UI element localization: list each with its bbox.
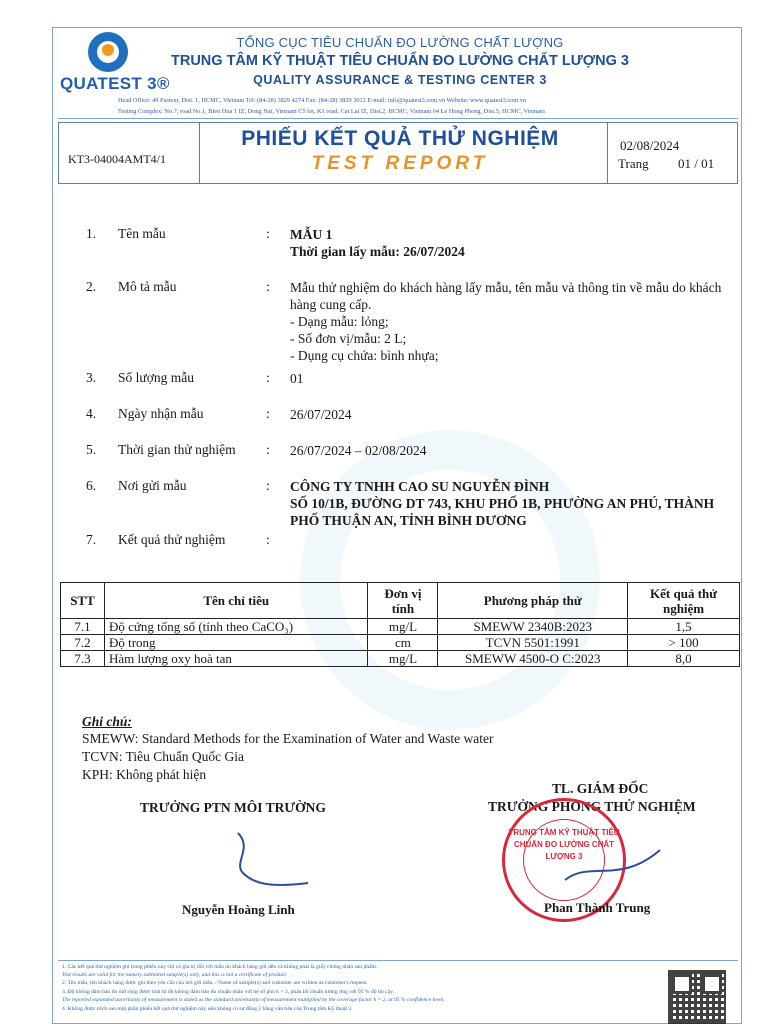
row-label: Ngày nhận mẫu (118, 406, 204, 421)
document-code: KT3-04004AMT4/1 (68, 152, 166, 166)
cell-method: SMEWW 2340B:2023 (438, 619, 628, 635)
footer-note-3: 3. Độ không đảm bảo đo mở rộng được tính từ độ không đảm bảo đo chuẩn nhân với hệ số phủ k = 2, phân bố chuẩn tương ứng với 95 % độ tin cậy. (62, 989, 395, 995)
cell-name: Độ trong (104, 635, 368, 651)
header-line-2: TRUNG TÂM KỸ THUẬT TIÊU CHUẨN ĐO LƯỜNG CHẤT LƯỢNG 3 (171, 53, 629, 69)
right-signer-title-1: TL. GIÁM ĐỐC (552, 781, 649, 796)
note-smeww: SMEWW: Standard Methods for the Examination of Water and Waste water (82, 731, 494, 746)
description-text: Mẫu thử nghiệm do khách hàng lấy mẫu, tên mẫu và thông tin về mẫu do khách hàng cung cấp. (290, 280, 722, 312)
row-colon: : (266, 406, 270, 421)
header-divider (58, 118, 738, 119)
row-value: 26/07/2024 (290, 407, 352, 422)
description-container: - Dụng cụ chứa: bình nhựa; (290, 348, 439, 363)
table-row (61, 635, 740, 651)
row-number: 6. (86, 478, 97, 493)
table-row (61, 651, 740, 667)
right-signer-title-2: TRƯỞNG PHÒNG THỬ NGHIỆM (488, 799, 696, 814)
header-address-office: Head Office: 49 Pasteur, Dist. 1, HCMC, Vietnam Tel: (84-28) 3829 4274 Fax: (84-28) 3829 3012 E-mail: info@quatest3.com.vn Website: www.quatest3.com.vn (118, 97, 527, 104)
qr-code-icon (668, 970, 726, 1024)
page-label: Trang (618, 156, 649, 171)
title-divider-right (607, 123, 608, 183)
cell-method: SMEWW 4500-O C:2023 (438, 651, 628, 667)
seal-text: TRUNG TÂM KỸ THUẬT TIÊU CHUẨN ĐO LƯỜNG CHẤT LƯỢNG 3 (508, 828, 620, 861)
footer-note-2: 2. Tên mẫu, tên khách hàng được ghi theo yêu cầu của nơi gửi mẫu. / Name of sample(s) and customer are written as customer's request. (62, 980, 368, 986)
row-number: 2. (86, 279, 97, 294)
logo-dot-icon (102, 44, 114, 56)
cell-result: 8,0 (628, 651, 740, 667)
row-value: 01 (290, 371, 304, 386)
description-units: - Số đơn vị/mẫu: 2 L; (290, 331, 407, 346)
row-value: 26/07/2024 – 02/08/2024 (290, 443, 427, 458)
row-label: Thời gian thử nghiệm (118, 442, 236, 457)
row-colon: : (266, 226, 270, 241)
description-form: - Dạng mẫu: lỏng; (290, 314, 389, 329)
row-number: 3. (86, 370, 97, 385)
right-signer-name: Phan Thành Trung (544, 900, 651, 915)
sampling-time: Thời gian lấy mẫu: 26/07/2024 (290, 244, 465, 259)
title-divider-left (199, 123, 200, 183)
row-number: 7. (86, 532, 97, 547)
report-title-vi: PHIẾU KẾT QUẢ THỬ NGHIỆM (241, 127, 559, 150)
row-value (290, 279, 730, 364)
cell-name: Hàm lượng oxy hoà tan (104, 651, 368, 667)
cell-result: 1,5 (628, 619, 740, 635)
header-result: Kết quả thử nghiệm (628, 583, 740, 619)
row-colon: : (266, 442, 270, 457)
cell-stt: 7.3 (61, 651, 105, 667)
row-colon: : (266, 478, 270, 493)
row-label: Mô tả mẫu (118, 279, 177, 294)
sender-address: SỐ 10/1B, ĐƯỜNG DT 743, KHU PHỐ 1B, PHƯỜNG AN PHÚ, THÀNH PHỐ THUẬN AN, TỈNH BÌNH DƯƠNG (290, 496, 715, 528)
row-value (290, 226, 730, 260)
cell-stt: 7.1 (61, 619, 105, 635)
sample-name: MẪU 1 (290, 227, 333, 242)
left-signer-title: TRƯỞNG PTN MÔI TRƯỜNG (140, 800, 326, 815)
header-line-1: TỔNG CỤC TIÊU CHUẨN ĐO LƯỜNG CHẤT LƯỢNG (236, 35, 564, 50)
cell-unit: mg/L (368, 619, 438, 635)
row-number: 4. (86, 406, 97, 421)
row-label: Số lượng mẫu (118, 370, 194, 385)
table-row (61, 619, 740, 635)
header-address-testing: Testing Complex: No.7, road No.1, Bien Hoa 1 IZ, Dong Nai, Vietnam C5 lot, K1 road, Cat Lai IZ, Dist.2, HCMC, Vietnam 64 Le Hong Phong, Dist.5, HCMC, Vietnam (118, 108, 545, 115)
sender-company: CÔNG TY TNHH CAO SU NGUYỄN ĐÌNH (290, 479, 550, 494)
cell-unit: cm (368, 635, 438, 651)
note-tcvn: TCVN: Tiêu Chuẩn Quốc Gia (82, 749, 244, 764)
row-number: 5. (86, 442, 97, 457)
row-value (290, 478, 730, 529)
row-colon: : (266, 532, 270, 547)
results-table (60, 582, 740, 667)
footer-note-1: 1. Các kết quả thử nghiệm ghi trong phiếu này chỉ có giá trị đối với mẫu do khách hàng gửi đến và không phải là giấy chứng nhận sản phẩm. (62, 964, 378, 970)
header-line-3: QUALITY ASSURANCE & TESTING CENTER 3 (253, 73, 547, 87)
logo-text: QUATEST 3® (60, 74, 170, 93)
footer-note-3-en: The reported expanded uncertainty of measurement is stated as the standard uncertainty of measurement multiplied by the coverage factor k = 2, at 95 % confidence level. (62, 997, 445, 1003)
row-colon: : (266, 370, 270, 385)
cell-result: > 100 (628, 635, 740, 651)
row-label: Tên mẫu (118, 226, 166, 241)
row-number: 1. (86, 226, 97, 241)
quatest-logo (60, 30, 170, 100)
row-label: Kết quả thử nghiệm (118, 532, 226, 547)
left-signature (228, 828, 318, 898)
footer-divider (58, 960, 738, 961)
page-number: 01 / 01 (678, 156, 715, 171)
report-date: 02/08/2024 (620, 138, 680, 153)
header-name: Tên chỉ tiêu (104, 583, 368, 619)
footer-note-4: 4. Không được trích sao một phần phiếu kết quả thử nghiệm này nếu không có sự đồng ý bằng văn bản của Trung tâm Kỹ thuật 3. (62, 1006, 353, 1012)
cell-name: Độ cứng tổng số (tính theo CaCO₃) (104, 619, 368, 635)
note-kph: KPH: Không phát hiện (82, 767, 207, 782)
cell-unit: mg/L (368, 651, 438, 667)
cell-stt: 7.2 (61, 635, 105, 651)
right-signature (560, 840, 670, 900)
header-unit: Đơn vị tính (368, 583, 438, 619)
notes-title: Ghi chú: (82, 714, 132, 729)
report-title-en: TEST REPORT (311, 153, 489, 174)
table-header-row (61, 583, 740, 619)
left-signer-name: Nguyễn Hoàng Linh (182, 902, 295, 917)
row-label: Nơi gửi mẫu (118, 478, 187, 493)
header-stt: STT (61, 583, 105, 619)
row-colon: : (266, 279, 270, 294)
cell-method: TCVN 5501:1991 (438, 635, 628, 651)
footer-note-1-en: Test results are valid for the namely submitted sample(s) only, and this is not a certificate of product. (62, 972, 288, 978)
header-method: Phương pháp thử (438, 583, 628, 619)
